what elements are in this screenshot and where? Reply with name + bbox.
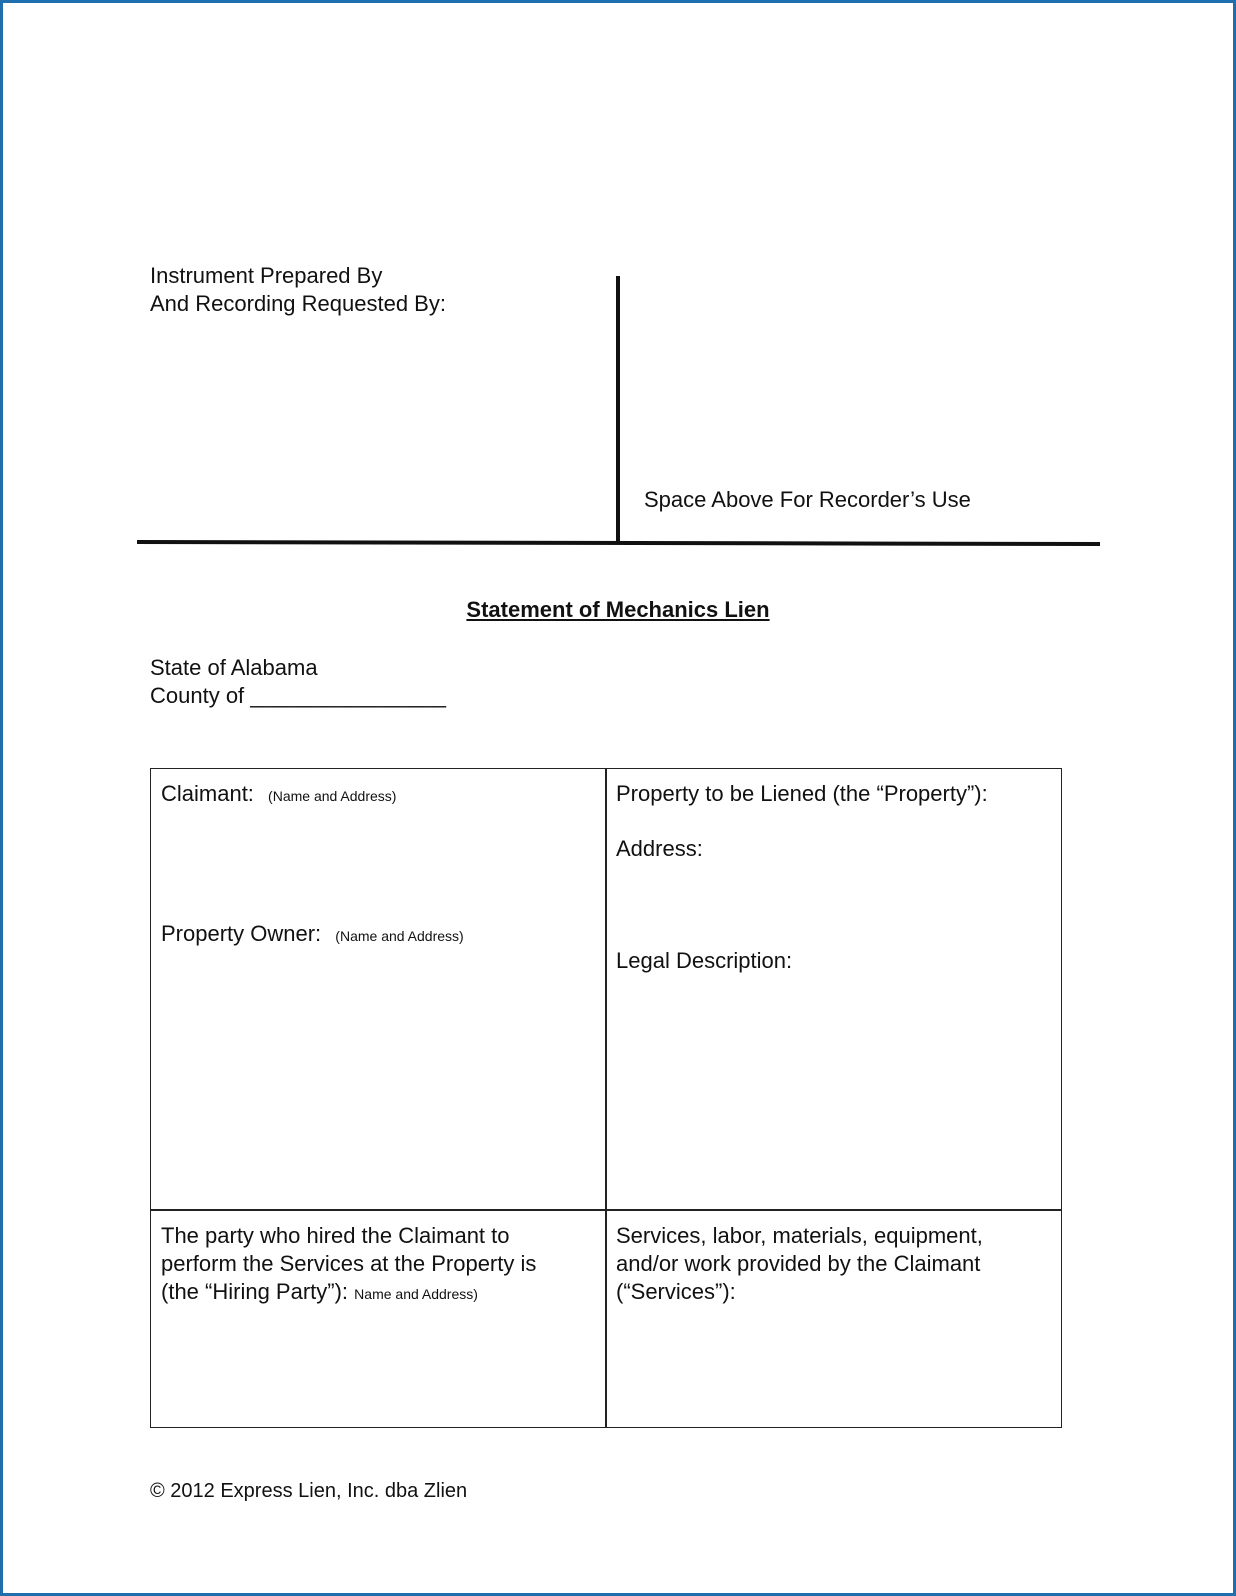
prepared-by-line2: And Recording Requested By: [150,291,446,316]
services-field [616,1222,983,1306]
prepared-by-line1: Instrument Prepared By [150,263,383,288]
property-to-be-liened-label: Property to be Liened (the “Property”): [616,781,988,806]
hiring-party-line1: The party who hired the Claimant to [161,1223,510,1248]
property-owner-hint: (Name and Address) [335,928,464,944]
document-title: Statement of Mechanics Lien [466,597,770,622]
recorder-space-label: Space Above For Recorder’s Use [644,487,971,512]
jurisdiction-block [150,654,446,710]
hiring-party-hint: Name and Address) [354,1286,478,1302]
property-owner-field [161,920,464,950]
claimant-hint: (Name and Address) [268,788,397,804]
services-line3: (“Services”): [616,1279,736,1304]
property-owner-label: Property Owner: [161,921,322,946]
copyright-footer: © 2012 Express Lien, Inc. dba Zlien [150,1480,468,1502]
header-vertical-divider [616,276,620,542]
services-line1: Services, labor, materials, equipment, [616,1223,983,1248]
legal-description-label: Legal Description: [616,948,793,973]
county-line: County of ________________ [150,683,447,708]
address-label: Address: [616,836,703,861]
table-horizontal-divider [150,1209,1062,1211]
table-vertical-divider [605,768,607,1428]
claimant-field [161,780,396,810]
claimant-label: Claimant: [161,781,254,806]
services-line2: and/or work provided by the Claimant [616,1251,981,1276]
prepared-by-block [150,262,446,318]
state-line: State of Alabama [150,655,318,680]
hiring-party-field [161,1222,536,1308]
hiring-party-line2: perform the Services at the Property is [161,1251,537,1276]
hiring-party-line3: (the “Hiring Party”): [161,1279,349,1304]
